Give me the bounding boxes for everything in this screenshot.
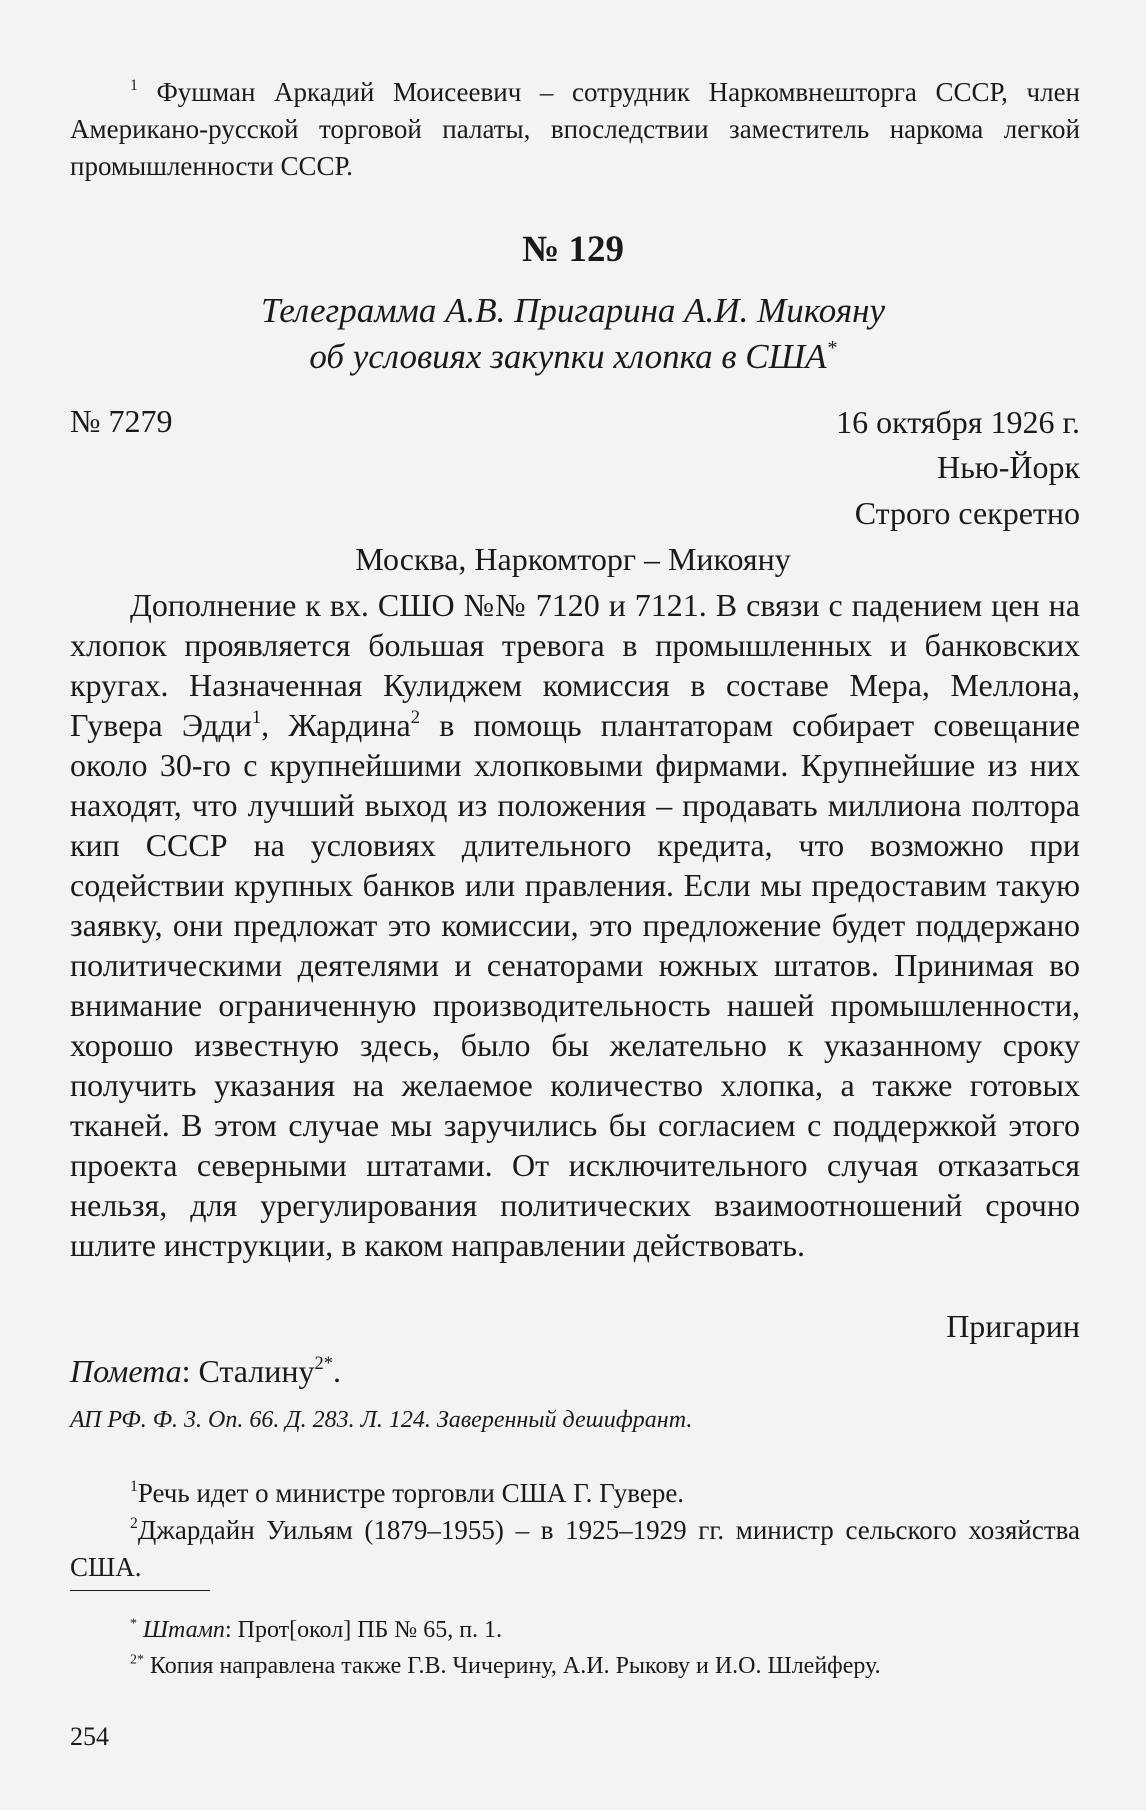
footnote-marker: 1	[130, 1478, 138, 1496]
page-number: 254	[70, 1722, 109, 1751]
title-line-2-text: об условиях закупки хлопка в США	[309, 337, 827, 376]
footnote-marker: 1	[130, 77, 138, 95]
title-line-1: Телеграмма А.В. Пригарина А.И. Микояну	[261, 291, 885, 330]
addressee: Москва, Наркомторг – Микояну	[355, 541, 791, 577]
annotation-note	[70, 1353, 341, 1390]
classification-label: Строго секретно	[854, 495, 1080, 531]
footnote-marker: 2	[130, 1515, 138, 1533]
footnote-2	[70, 1512, 1080, 1586]
star-label: Штамп	[142, 1617, 225, 1643]
archive-reference: АП РФ. Ф. 3. Оп. 66. Д. 283. Л. 124. Заверенный дешифрант.	[70, 1407, 693, 1433]
body-part-3: в помощь плантаторам собирает совещание около 30-го с крупнейшими хлопковыми фирмами. Крупнейшие из них находят, что лучший выход из положения – продавать миллиона полтора кип СССР на условиях длительного кредита, что возможно при содействии крупных банков или правления. Если мы предоставим такую заявку, они предложат это комиссии, это предложение будет поддержано политическими деятелями и сенаторами южных штатов. Принимая во внимание ограниченную производительность нашей промышленности, хорошо известную здесь, было бы желательно к указанному сроку получить указания на желаемое количество хлопка, а также готовых тканей. В этом случае мы заручились бы согласием с поддержкой этого проекта северными штатами. От исключительного случая отказаться нельзя, для урегулирования политических взаимоотношений срочно шлите инструкции, в каком направлении действовать.	[70, 707, 1081, 1263]
star-note-1	[70, 1612, 1080, 1648]
note-marker: 2*	[314, 1353, 334, 1375]
document-title	[0, 288, 1146, 380]
body-marker-2: 2	[410, 707, 421, 729]
footnote-text: Речь идет о министре торговли США Г. Гувере.	[137, 1478, 685, 1508]
footnote-divider	[70, 1590, 210, 1591]
title-marker: *	[826, 336, 837, 359]
note-text: : Сталину	[181, 1353, 315, 1389]
note-end: .	[333, 1353, 342, 1389]
body-part-2: , Жардина	[261, 707, 411, 743]
star-marker: 2*	[130, 1652, 144, 1668]
footnote-text: Фушман Аркадий Моисеевич – сотрудник Наркомвнешторга СССР, член Американо-русской торговой палаты, впоследствии заместитель наркома легкой промышленности СССР.	[70, 77, 1081, 181]
document-date: 16 октября 1926 г.	[836, 404, 1080, 440]
body-part-1: Дополнение к вх. СШО №№ 7120 и 7121. В связи с падением цен на хлопок проявляется большая тревога в промышленных и банковских кругах. Назначенная Кулиджем комиссия в составе Мера, Меллона, Гувера Эдди	[70, 587, 1080, 743]
document-place: Нью-Йорк	[937, 449, 1080, 485]
top-footnote	[70, 74, 1080, 185]
registration-number: № 7279	[70, 403, 173, 439]
signature: Пригарин	[946, 1308, 1080, 1344]
footnote-1	[70, 1475, 1080, 1512]
star-notes	[70, 1612, 1080, 1684]
telegram-body	[70, 585, 1080, 1265]
body-marker-1: 1	[251, 707, 262, 729]
star-text: : Прот[окол] ПБ № 65, п. 1.	[224, 1617, 503, 1643]
document-number: № 129	[522, 229, 624, 270]
note-label: Помета	[70, 1353, 182, 1389]
footnote-text: Джардайн Уильям (1879–1955) – в 1925–1929 гг. министр сельского хозяйства США.	[70, 1515, 1080, 1582]
star-text: Копия направлена также Г.В. Чичерину, А.И. Рыкову и И.О. Шлейферу.	[149, 1653, 881, 1679]
footnotes	[70, 1475, 1080, 1586]
star-note-2	[70, 1648, 1080, 1684]
title-line-2	[0, 334, 1146, 380]
star-marker: *	[130, 1616, 137, 1632]
